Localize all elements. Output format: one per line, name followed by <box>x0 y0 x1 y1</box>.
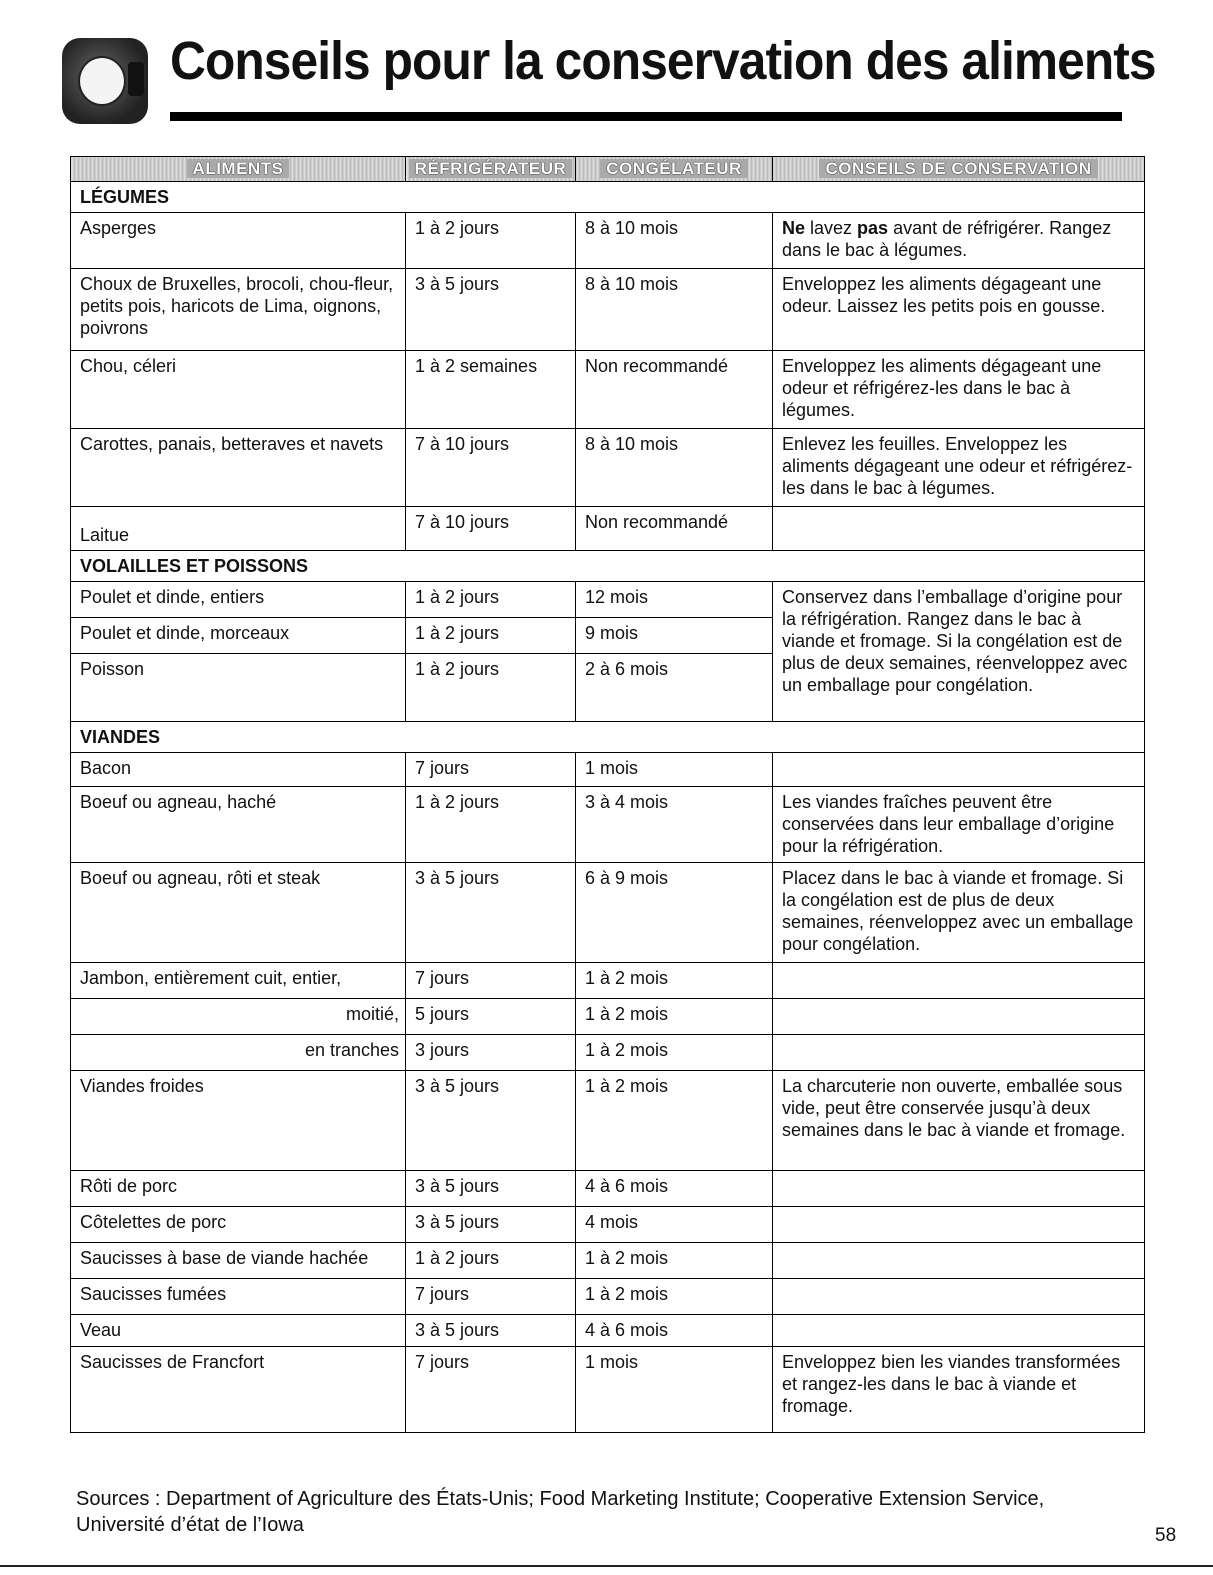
table-row <box>71 269 1145 351</box>
tip-cell <box>773 1279 1145 1315</box>
tip-cell: Conservez dans l’emballage d’origine pour la réfrigération. Rangez dans le bac à viande et fromage. Si la congélation est de plus de deux semaines, réenveloppez avec un emballage pour congélation. <box>773 582 1145 722</box>
freezer-cell: Non recommandé <box>576 351 773 429</box>
fridge-cell: 3 à 5 jours <box>406 863 576 963</box>
food-cell: Boeuf ou agneau, rôti et steak <box>71 863 406 963</box>
food-cell: en tranches <box>71 1035 406 1071</box>
fridge-cell: 1 à 2 jours <box>406 582 576 618</box>
fridge-cell: 7 à 10 jours <box>406 507 576 551</box>
tip-cell: Enlevez les feuilles. Enveloppez les aliments dégageant une odeur et réfrigérez-les dans le bac à légumes. <box>773 429 1145 507</box>
fridge-cell: 1 à 2 jours <box>406 1243 576 1279</box>
col-header-refrigerateur: RÉFRIGÉRATEUR <box>406 157 576 182</box>
page-header <box>62 30 1156 125</box>
freezer-cell: 1 à 2 mois <box>576 963 773 999</box>
food-cell: Poulet et dinde, morceaux <box>71 618 406 654</box>
fridge-cell: 7 jours <box>406 963 576 999</box>
tip-cell <box>773 1243 1145 1279</box>
freezer-cell: 6 à 9 mois <box>576 863 773 963</box>
freezer-cell: 4 à 6 mois <box>576 1315 773 1347</box>
freezer-cell: 8 à 10 mois <box>576 269 773 351</box>
table-row <box>71 1243 1145 1279</box>
freezer-cell: 4 mois <box>576 1207 773 1243</box>
tip-cell <box>773 1171 1145 1207</box>
tip-cell <box>773 963 1145 999</box>
table-row <box>71 1071 1145 1171</box>
food-cell: Laitue <box>71 507 406 551</box>
tip-cell <box>773 753 1145 787</box>
fridge-cell: 3 à 5 jours <box>406 1207 576 1243</box>
tip-cell: Placez dans le bac à viande et fromage. Si la congélation est de plus de deux semaines, réenveloppez avec un emballage pour congélation. <box>773 863 1145 963</box>
fridge-cell: 3 à 5 jours <box>406 1171 576 1207</box>
food-cell: Boeuf ou agneau, haché <box>71 787 406 863</box>
freezer-cell: 1 à 2 mois <box>576 1035 773 1071</box>
table-row <box>71 787 1145 863</box>
table-row <box>71 213 1145 269</box>
table-row <box>71 351 1145 429</box>
fridge-cell: 1 à 2 jours <box>406 618 576 654</box>
table-row <box>71 1035 1145 1071</box>
freezer-cell: 9 mois <box>576 618 773 654</box>
food-cell: Rôti de porc <box>71 1171 406 1207</box>
food-cell: Carottes, panais, betteraves et navets <box>71 429 406 507</box>
freezer-cell: 1 à 2 mois <box>576 999 773 1035</box>
tip-cell <box>773 1315 1145 1347</box>
food-cell: Asperges <box>71 213 406 269</box>
table-row <box>71 753 1145 787</box>
table-row <box>71 507 1145 551</box>
freezer-cell: 1 à 2 mois <box>576 1279 773 1315</box>
food-cell: Poisson <box>71 654 406 722</box>
freezer-cell: 3 à 4 mois <box>576 787 773 863</box>
table-row <box>71 1207 1145 1243</box>
title-rule <box>170 112 1122 121</box>
tip-cell <box>773 1207 1145 1243</box>
freezer-cell: 8 à 10 mois <box>576 213 773 269</box>
food-cell: Côtelettes de porc <box>71 1207 406 1243</box>
fridge-cell: 3 jours <box>406 1035 576 1071</box>
fridge-cell: 5 jours <box>406 999 576 1035</box>
category-viandes: VIANDES <box>71 722 1145 753</box>
food-cell: Saucisses fumées <box>71 1279 406 1315</box>
table-row <box>71 1315 1145 1347</box>
food-storage-logo-icon <box>62 38 148 124</box>
table-header-row <box>71 157 1145 182</box>
freezer-cell: 1 à 2 mois <box>576 1071 773 1171</box>
freezer-cell: 8 à 10 mois <box>576 429 773 507</box>
fridge-cell: 7 jours <box>406 753 576 787</box>
freezer-cell: 1 à 2 mois <box>576 1243 773 1279</box>
tip-cell: Enveloppez les aliments dégageant une odeur et réfrigérez-les dans le bac à légumes. <box>773 351 1145 429</box>
fridge-cell: 1 à 2 semaines <box>406 351 576 429</box>
bottom-rule <box>0 1565 1213 1567</box>
fridge-cell: 3 à 5 jours <box>406 269 576 351</box>
page-title: Conseils pour la conservation des aliments <box>170 31 1156 91</box>
fridge-cell: 7 à 10 jours <box>406 429 576 507</box>
food-cell: moitié, <box>71 999 406 1035</box>
col-header-aliments: ALIMENTS <box>71 157 406 182</box>
table-row <box>71 1171 1145 1207</box>
tip-cell <box>773 1035 1145 1071</box>
page-number: 58 <box>1155 1525 1177 1546</box>
freezer-cell: 12 mois <box>576 582 773 618</box>
table-row <box>71 1279 1145 1315</box>
food-cell: Choux de Bruxelles, brocoli, chou-fleur, petits pois, haricots de Lima, oignons, poivrons <box>71 269 406 351</box>
tip-cell: Enveloppez bien les viandes transformées et rangez-les dans le bac à viande et fromage. <box>773 1347 1145 1433</box>
fridge-cell: 7 jours <box>406 1279 576 1315</box>
freezer-cell: Non recommandé <box>576 507 773 551</box>
tip-cell <box>773 507 1145 551</box>
col-header-congelateur: CONGÉLATEUR <box>576 157 773 182</box>
tip-cell: Enveloppez les aliments dégageant une odeur. Laissez les petits pois en gousse. <box>773 269 1145 351</box>
table-row <box>71 963 1145 999</box>
tip-cell: La charcuterie non ouverte, emballée sous vide, peut être conservée jusqu’à deux semaines dans le bac à viande et fromage. <box>773 1071 1145 1171</box>
freezer-cell: 2 à 6 mois <box>576 654 773 722</box>
food-cell: Saucisses à base de viande hachée <box>71 1243 406 1279</box>
tip-cell: Les viandes fraîches peuvent être conservées dans leur emballage d’origine pour la réfrigération. <box>773 787 1145 863</box>
food-cell: Chou, céleri <box>71 351 406 429</box>
food-cell: Jambon, entièrement cuit, entier, <box>71 963 406 999</box>
food-cell: Saucisses de Francfort <box>71 1347 406 1433</box>
table-row <box>71 582 1145 618</box>
food-cell: Viandes froides <box>71 1071 406 1171</box>
category-legumes: LÉGUMES <box>71 182 1145 213</box>
fridge-cell: 7 jours <box>406 1347 576 1433</box>
table-row <box>71 1347 1145 1433</box>
fridge-cell: 1 à 2 jours <box>406 654 576 722</box>
fridge-cell: 1 à 2 jours <box>406 787 576 863</box>
fridge-cell: 3 à 5 jours <box>406 1315 576 1347</box>
tip-cell: Ne lavez pas avant de réfrigérer. Rangez dans le bac à légumes. <box>773 213 1145 269</box>
col-header-conseils: CONSEILS DE CONSERVATION <box>773 157 1145 182</box>
freezer-cell: 4 à 6 mois <box>576 1171 773 1207</box>
fridge-cell: 1 à 2 jours <box>406 213 576 269</box>
table-row <box>71 429 1145 507</box>
table-row <box>71 863 1145 963</box>
sources-note: Sources : Department of Agriculture des États-Unis; Food Marketing Institute; Cooperative Extension Service, Université d’état de l’Iowa <box>76 1488 1045 1536</box>
freezer-cell: 1 mois <box>576 753 773 787</box>
food-storage-table <box>70 156 1145 1433</box>
food-cell: Bacon <box>71 753 406 787</box>
category-volailles: VOLAILLES ET POISSONS <box>71 551 1145 582</box>
freezer-cell: 1 mois <box>576 1347 773 1433</box>
food-cell: Veau <box>71 1315 406 1347</box>
food-cell: Poulet et dinde, entiers <box>71 582 406 618</box>
tip-cell <box>773 999 1145 1035</box>
fridge-cell: 3 à 5 jours <box>406 1071 576 1171</box>
table-row <box>71 999 1145 1035</box>
